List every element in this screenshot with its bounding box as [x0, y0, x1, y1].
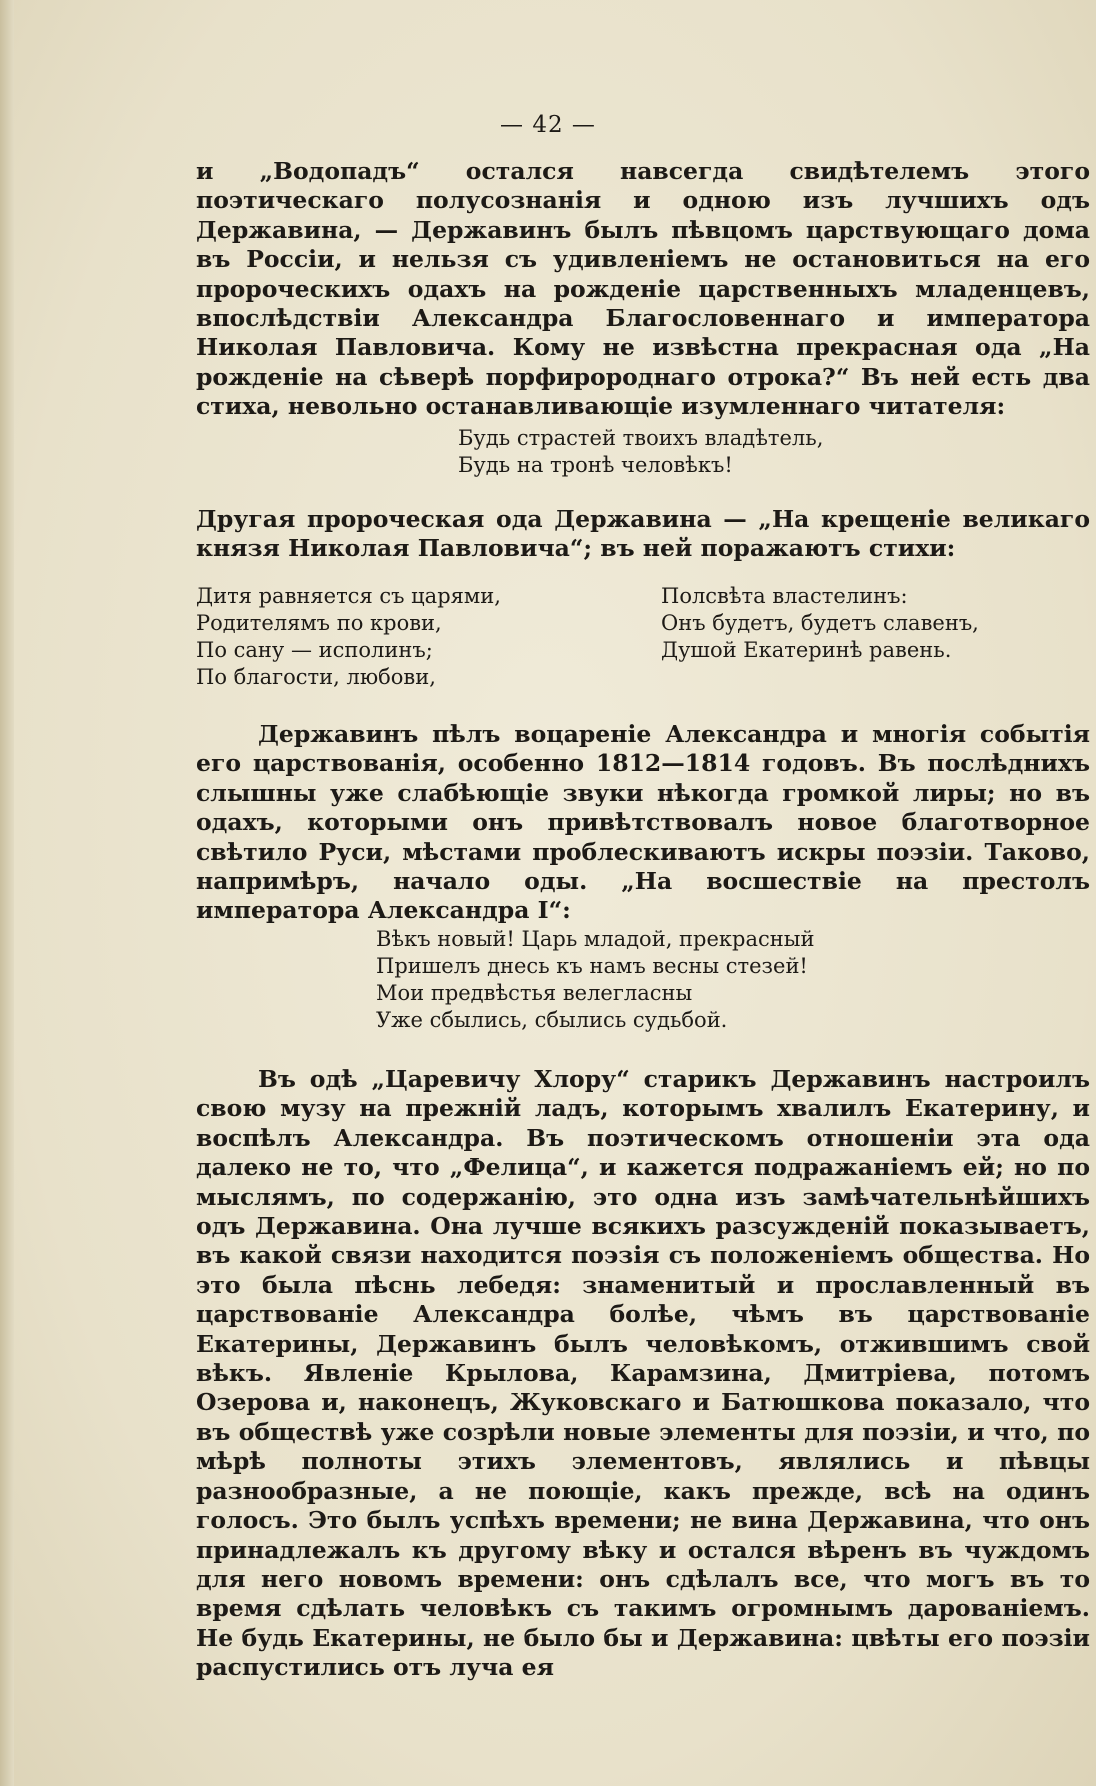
paragraph-4 — [196, 1065, 1090, 1683]
verse-line: Будь на тронѣ человѣкъ! — [458, 453, 733, 477]
verse-line: По сану — исполинъ; — [196, 638, 433, 662]
verse-line: Полсвѣта властелинъ: — [661, 584, 908, 608]
paragraph-2 — [196, 505, 1090, 564]
verse-line: Дитя равняется съ царями, — [196, 584, 501, 608]
verse-2-left — [196, 583, 501, 691]
verse-line: Онъ будетъ, будетъ славенъ, — [661, 611, 979, 635]
verse-line: Родителямъ по крови, — [196, 611, 442, 635]
verse-line: Будь страстей твоихъ владѣтель, — [458, 426, 824, 450]
verse-line: Вѣкъ новый! Царь младой, прекрасный — [376, 927, 815, 951]
paragraph-text: Державинъ пѣлъ воцареніе Александра и многія событія его царствованія, особенно 1812—1814 годовъ. Въ послѣднихъ слышны уже слабѣющіе звуки нѣкогда громкой лиры; но въ одахъ, которыми онъ привѣтствовалъ новое благотворное свѣтило Руси, мѣстами проблескиваютъ искры поэзіи. Таково, напримѣръ, начало оды. „На восшествіе на престолъ императора Александра I“: — [196, 720, 1090, 925]
verse-line: Уже сбылись, сбылись судьбой. — [376, 1008, 728, 1032]
verse-3 — [376, 926, 814, 1034]
page-edge — [0, 0, 14, 1786]
page-number: — 42 — — [500, 112, 596, 138]
paragraph-text: Въ одѣ „Царевичу Хлору“ старикъ Державинъ настроилъ свою музу на прежній ладъ, которымъ хвалилъ Екатерину, и воспѣлъ Александра. Въ поэтическомъ отношеніи эта ода далеко не то, что „Фелица“, и кажется подражаніемъ ей; но по мыслямъ, по содержанію, это одна изъ замѣчательнѣйшихъ одъ Державина. Она лучше всякихъ разсужденій показываетъ, въ какой связи находится поэзія съ положеніемъ общества. Но это была пѣснь лебедя: знаменитый и прославленный въ царствованіе Александра болѣе, чѣмъ въ царствованіе Екатерины, Державинъ былъ человѣкомъ, отжившимъ свой вѣкъ. Явленіе Крылова, Карамзина, Дмитріева, потомъ Озерова и, наконецъ, Жуковскаго и Батюшкова показало, что въ обществѣ уже созрѣли новые элементы для поэзіи, и что, по мѣрѣ полноты этихъ элементовъ, являлись и пѣвцы разнообразные, а не поющіе, какъ прежде, всѣ на одинъ голосъ. Это былъ успѣхъ времени; не вина Державина, что онъ принадлежалъ къ другому вѣку и остался вѣренъ въ чуждомъ для него новомъ времени: онъ сдѣлалъ все, что могъ въ то время сдѣлать человѣкъ съ такимъ огромнымъ дарованіемъ. Не будь Екатерины, не было бы и Державина: цвѣты его поэзіи распустились отъ луча ея — [196, 1065, 1090, 1682]
verse-1 — [458, 425, 823, 479]
paragraph-3 — [196, 720, 1090, 926]
verse-line: Мои предвѣстья велегласны — [376, 981, 693, 1005]
verse-line: Пришелъ днесь къ намъ весны стезей! — [376, 954, 808, 978]
paragraph-text: и „Водопадъ“ остался навсегда свидѣтелемъ этого поэтическаго полусознанія и одною изъ лучшихъ одъ Державина, — Державинъ былъ пѣвцомъ царствующаго дома въ Россіи, и нельзя съ удивленіемъ не остановиться на его пророческихъ одахъ на рожденіе царственныхъ младенцевъ, впослѣдствіи Александра Благословеннаго и императора Николая Павловича. Кому не извѣстна прекрасная ода „На рожденіе на сѣверѣ порфиророднаго отрока?“ Въ ней есть два стиха, невольно останавливающіе изумленнаго читателя: — [196, 157, 1090, 421]
paragraph-1 — [196, 157, 1090, 422]
verse-2-right — [661, 583, 979, 664]
verse-line: По благости, любови, — [196, 665, 436, 689]
verse-line: Душой Екатеринѣ равень. — [661, 638, 952, 662]
paragraph-text: Другая пророческая ода Державина — „На крещеніе великаго князя Николая Павловича“; въ ней поражаютъ стихи: — [196, 505, 1090, 563]
